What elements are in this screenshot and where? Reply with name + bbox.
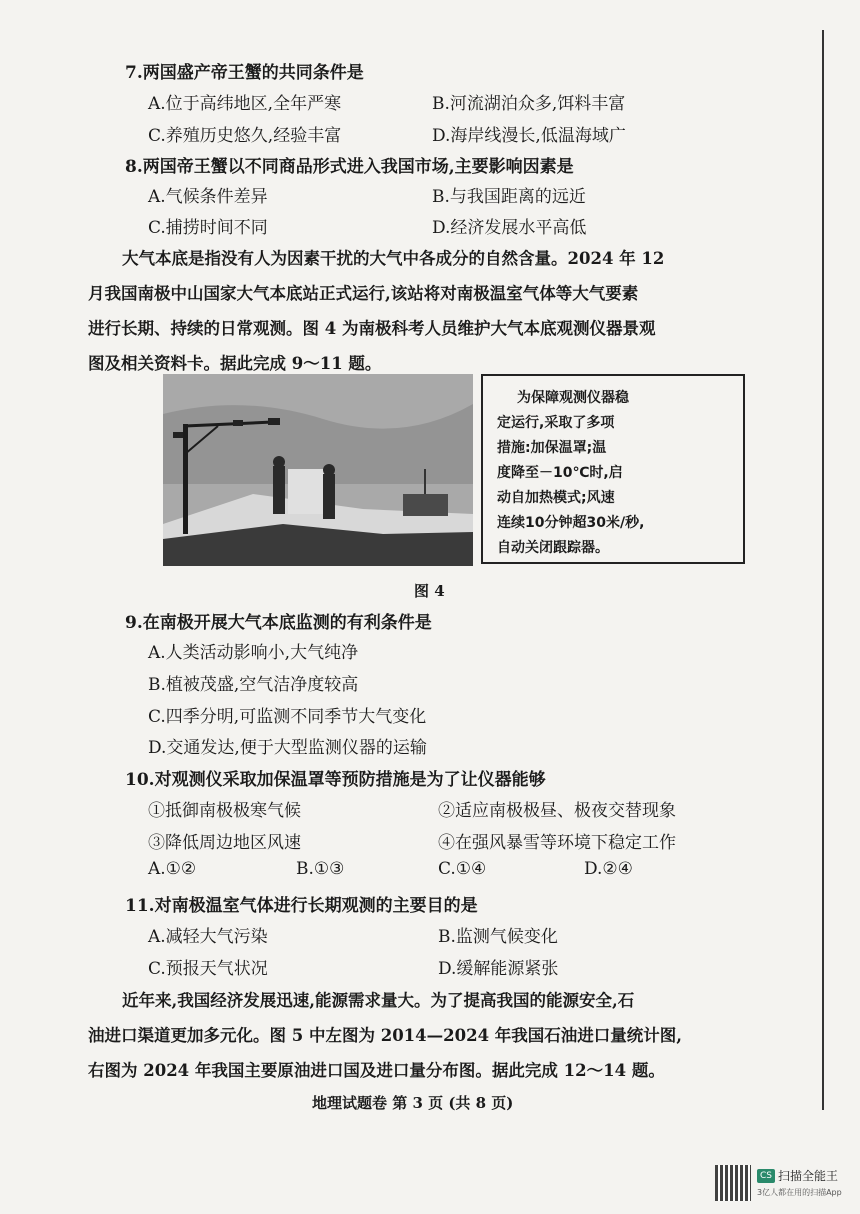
q11-stem: 11.对南极温室气体进行长期观测的主要目的是 xyxy=(125,896,478,916)
q9-stem: 9.在南极开展大气本底监测的有利条件是 xyxy=(125,613,432,633)
card-line: 自动关闭跟踪器。 xyxy=(497,540,609,556)
scanner-app-name: 扫描全能王 xyxy=(778,1169,839,1183)
q10-statement-4: ④在强风暴雪等环境下稳定工作 xyxy=(438,833,676,853)
q11-option-b: B.监测气候变化 xyxy=(438,927,558,947)
q9-option-c: C.四季分明,可监测不同季节大气变化 xyxy=(148,707,427,727)
q10-stem: 10.对观测仪采取加保温罩等预防措施是为了让仪器能够 xyxy=(125,770,546,790)
card-line: 连续10分钟超30米/秒, xyxy=(497,515,645,531)
q8-option-d: D.经济发展水平高低 xyxy=(432,218,587,238)
q10-option-a: A.①② xyxy=(148,859,197,879)
q8-option-b: B.与我国距离的远近 xyxy=(432,187,586,207)
card-line: 为保障观测仪器稳 xyxy=(517,390,629,406)
page-footer: 地理试题卷 第 3 页 (共 8 页) xyxy=(312,1094,514,1112)
q10-statement-1: ①抵御南极极寒气候 xyxy=(148,801,301,821)
figure-caption: 图 4 xyxy=(414,582,445,600)
camscanner-logo-icon: CS xyxy=(757,1169,775,1183)
q11-option-c: C.预报天气状况 xyxy=(148,959,268,979)
q11-option-d: D.缓解能源紧张 xyxy=(438,959,559,979)
q7-option-c: C.养殖历史悠久,经验丰富 xyxy=(148,126,342,146)
q10-statement-2: ②适应南极极昼、极夜交替现象 xyxy=(438,801,676,821)
antarctic-observation-photo xyxy=(163,374,473,566)
intro2-line: 近年来,我国经济发展迅速,能源需求量大。为了提高我国的能源安全,石 xyxy=(122,991,635,1010)
page-edge-line xyxy=(822,30,824,1110)
q9-option-a: A.人类活动影响小,大气纯净 xyxy=(148,643,359,663)
q9-option-b: B.植被茂盛,空气洁净度较高 xyxy=(148,675,359,695)
card-line: 动自加热模式;风速 xyxy=(497,490,615,506)
intro2-line: 油进口渠道更加多元化。图 5 中左图为 2014—2024 年我国石油进口量统计图, xyxy=(88,1026,683,1045)
qr-code-icon xyxy=(715,1165,751,1201)
intro-paragraph-1 xyxy=(88,241,772,381)
intro1-line: 月我国南极中山国家大气本底站正式运行,该站将对南极温室气体等大气要素 xyxy=(88,284,639,303)
card-line: 措施:加保温罩;温 xyxy=(497,440,607,456)
q10-statement-3: ③降低周边地区风速 xyxy=(148,833,301,853)
info-card xyxy=(481,374,745,564)
card-line: 度降至－10℃时,启 xyxy=(497,465,623,481)
q9-option-d: D.交通发达,便于大型监测仪器的运输 xyxy=(148,738,427,758)
q7-option-a: A.位于高纬地区,全年严寒 xyxy=(148,94,342,114)
q7-option-b: B.河流湖泊众多,饵料丰富 xyxy=(432,94,626,114)
intro-paragraph-2 xyxy=(88,983,772,1088)
q11-option-a: A.减轻大气污染 xyxy=(148,927,268,947)
q8-option-a: A.气候条件差异 xyxy=(148,187,268,207)
q8-option-c: C.捕捞时间不同 xyxy=(148,218,268,238)
q7-stem: 7.两国盛产帝王蟹的共同条件是 xyxy=(125,63,364,83)
q10-option-c: C.①④ xyxy=(438,859,487,879)
intro1-line: 大气本底是指没有人为因素干扰的大气中各成分的自然含量。2024 年 12 xyxy=(122,249,665,268)
intro1-line: 进行长期、持续的日常观测。图 4 为南极科考人员维护大气本底观测仪器景观 xyxy=(88,319,656,338)
q10-option-b: B.①③ xyxy=(296,859,345,879)
card-line: 定运行,采取了多项 xyxy=(497,415,615,431)
q10-option-d: D.②④ xyxy=(584,859,633,879)
q8-stem: 8.两国帝王蟹以不同商品形式进入我国市场,主要影响因素是 xyxy=(125,157,574,177)
scanner-watermark xyxy=(715,1165,845,1205)
scanner-tagline: 3亿人都在用的扫描App xyxy=(757,1188,842,1197)
intro1-line: 图及相关资料卡。据此完成 9～11 题。 xyxy=(88,354,382,373)
photo-illustration xyxy=(163,374,473,566)
q7-option-d: D.海岸线漫长,低温海域广 xyxy=(432,126,626,146)
intro2-line: 右图为 2024 年我国主要原油进口国及进口量分布图。据此完成 12～14 题。 xyxy=(88,1061,665,1080)
